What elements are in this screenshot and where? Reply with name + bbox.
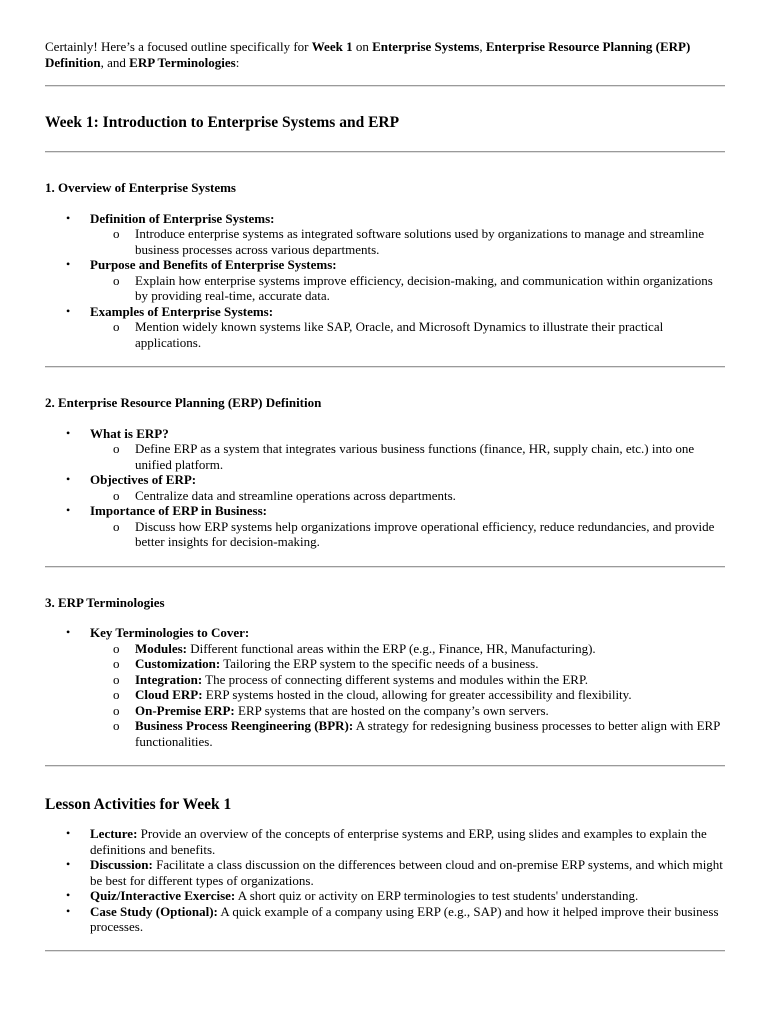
- terms-list: [90, 641, 725, 750]
- term-name: On-Premise ERP:: [135, 702, 235, 718]
- intro-bold-erp-terminologies: ERP Terminologies: [129, 54, 236, 70]
- intro-bold-erp-definition: Enterprise Resource Planning (ERP) Definition: [45, 39, 691, 70]
- intro-text: :: [235, 54, 240, 70]
- divider: [45, 85, 725, 87]
- list-item: [45, 472, 725, 503]
- list-item: [45, 304, 725, 351]
- term-name: Customization:: [135, 656, 221, 671]
- term-item: [90, 718, 725, 749]
- activity-desc: Facilitate a class discussion on the differences between cloud and on-premise ERP systems, and which might be best for different types of organizations.: [90, 857, 723, 888]
- list-item: [45, 257, 725, 304]
- intro-paragraph: [45, 39, 725, 70]
- term-desc: The process of connecting different systems and modules within the ERP.: [202, 671, 589, 687]
- item-label: Key Terminologies to Cover:: [90, 625, 250, 640]
- term-name: Modules:: [135, 640, 187, 656]
- list-item: [45, 211, 725, 258]
- sub-list: [90, 519, 725, 550]
- term-item: [90, 656, 725, 672]
- section-heading: 3. ERP Terminologies: [45, 594, 165, 610]
- activity-label: Case Study (Optional):: [90, 903, 218, 919]
- list-item: [45, 426, 725, 473]
- term-name: Cloud ERP:: [135, 687, 203, 702]
- list-item: [45, 888, 725, 904]
- bullet-list: [45, 211, 725, 351]
- term-item: [90, 703, 725, 719]
- item-label: Objectives of ERP:: [90, 472, 197, 487]
- intro-text: , and: [100, 54, 130, 70]
- bullet-list: [45, 625, 725, 749]
- activity-label: Lecture:: [90, 826, 138, 841]
- document-body: [45, 39, 725, 952]
- intro-bold-enterprise-systems: Enterprise Systems: [372, 39, 480, 54]
- term-desc: ERP systems that are hosted on the company’s own servers.: [234, 702, 549, 718]
- sub-list: [90, 488, 725, 504]
- bullet-list: [45, 426, 725, 550]
- list-item: [45, 625, 725, 749]
- term-desc: Different functional areas within the ERP (e.g., Finance, HR, Manufacturing).: [187, 640, 596, 656]
- section-lesson-activities: [45, 767, 725, 950]
- bullet-list: [45, 826, 725, 935]
- activity-desc: A quick example of a company using ERP (e.g., SAP) and how it helped improve their business processes.: [90, 903, 719, 934]
- intro-text: Certainly! Here’s a focused outline specifically for: [45, 39, 312, 54]
- term-desc: A strategy for redesigning business processes to better align with ERP functionalities.: [135, 718, 720, 749]
- item-label: Examples of Enterprise Systems:: [90, 303, 274, 319]
- term-desc: ERP systems hosted in the cloud, allowing for greater accessibility and flexibility.: [202, 687, 632, 702]
- sub-list-item: o Introduce enterprise systems as integrated software solutions used by organizations to manage and streamline business processes across various departments.: [90, 226, 725, 257]
- list-item: [45, 826, 725, 857]
- item-label: Purpose and Benefits of Enterprise Systems:: [90, 257, 337, 272]
- item-label: Importance of ERP in Business:: [90, 503, 267, 518]
- section-heading: 1. Overview of Enterprise Systems: [45, 180, 236, 195]
- divider: [45, 950, 725, 952]
- sub-list: [90, 441, 725, 472]
- term-item: [90, 687, 725, 703]
- intro-text: on: [352, 39, 373, 54]
- sub-list-item: o Mention widely known systems like SAP, Oracle, and Microsoft Dynamics to illustrate their practical applications.: [90, 319, 725, 350]
- section-overview: [45, 153, 725, 366]
- week-title: Week 1: Introduction to Enterprise Systems and ERP: [45, 114, 400, 131]
- sub-list: [90, 273, 725, 304]
- list-item: [45, 904, 725, 935]
- activity-label: Quiz/Interactive Exercise:: [90, 888, 236, 903]
- activity-desc: Provide an overview of the concepts of enterprise systems and ERP, using slides and examples to explain the definitions and benefits.: [90, 826, 707, 857]
- term-item: [90, 672, 725, 688]
- item-label: What is ERP?: [90, 425, 169, 441]
- activity-desc: A short quiz or activity on ERP terminologies to test students' understanding.: [235, 888, 639, 903]
- section-erp-terminologies: [45, 568, 725, 766]
- sub-list: [90, 226, 725, 257]
- section-erp-definition: [45, 368, 725, 566]
- sub-list: [90, 319, 725, 350]
- list-item: [45, 857, 725, 888]
- sub-list-item: o Centralize data and streamline operations across departments.: [90, 488, 725, 504]
- sub-list-item: o Explain how enterprise systems improve efficiency, decision-making, and communication within organizations by providing real-time, accurate data.: [90, 273, 725, 304]
- term-item: [90, 641, 725, 657]
- term-name: Business Process Reengineering (BPR):: [135, 718, 354, 733]
- term-desc: Tailoring the ERP system to the specific needs of a business.: [220, 656, 539, 671]
- section-heading: 2. Enterprise Resource Planning (ERP) Definition: [45, 395, 322, 410]
- activities-title: Lesson Activities for Week 1: [45, 796, 232, 813]
- intro-text: ,: [479, 39, 486, 54]
- intro-bold-week: Week 1: [311, 39, 353, 54]
- item-label: Definition of Enterprise Systems:: [90, 210, 275, 226]
- sub-list-item: o Discuss how ERP systems help organizations improve operational efficiency, reduce redundancies, and provide better insights for decision-making.: [90, 519, 725, 550]
- list-item: [45, 503, 725, 550]
- sub-list-item: o Define ERP as a system that integrates various business functions (finance, HR, supply chain, etc.) into one unified platform.: [90, 441, 725, 472]
- term-name: Integration:: [135, 671, 203, 687]
- activity-label: Discussion:: [90, 857, 153, 872]
